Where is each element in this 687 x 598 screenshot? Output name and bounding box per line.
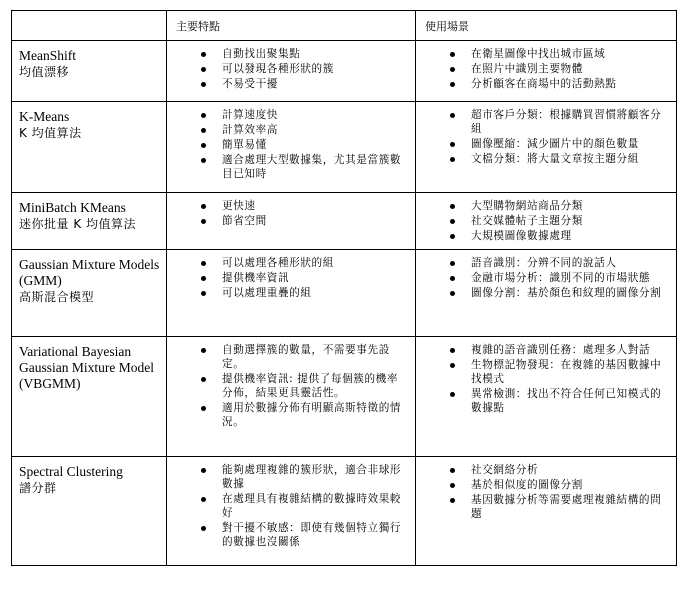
scenario-item: 分析顧客在商場中的活動熱點	[416, 77, 668, 91]
table-row	[12, 193, 677, 250]
scenario-item: 圖像壓縮：減少圖片中的顏色數量	[416, 137, 668, 151]
table-row	[12, 337, 677, 457]
feature-item: 可以處理重疊的組	[167, 286, 407, 300]
table-row	[12, 250, 677, 337]
feature-item: 可以處理各種形狀的組	[167, 256, 407, 270]
algorithm-name-en: Gaussian Mixture Models (GMM)	[19, 257, 160, 288]
scenario-item: 語音識別：分辨不同的說話人	[416, 256, 668, 270]
algorithm-name-cn: 均值漂移	[19, 65, 70, 79]
table-row	[12, 102, 677, 193]
header-features-label: 主要特點	[176, 20, 220, 33]
scenarios-cell	[416, 457, 677, 566]
features-cell	[167, 457, 416, 566]
algorithm-name-cn: K 均值算法	[19, 126, 82, 140]
features-cell	[167, 337, 416, 457]
comparison-table	[11, 10, 677, 566]
algorithm-name-cn: 譜分群	[19, 481, 57, 495]
algorithm-name-en: MiniBatch KMeans	[19, 200, 126, 215]
scenario-item: 大型購物網站商品分類	[416, 199, 668, 213]
scenario-item: 基於相似度的圖像分割	[416, 478, 668, 492]
feature-item: 提供機率資訊	[167, 271, 407, 285]
table-row	[12, 457, 677, 566]
scenarios-cell	[416, 193, 677, 250]
scenarios-cell	[416, 337, 677, 457]
algorithm-name-cn: 迷你批量 K 均值算法	[19, 217, 136, 231]
algorithm-name-en: MeanShift	[19, 48, 76, 63]
scenario-item: 金融市場分析：識別不同的市場狀態	[416, 271, 668, 285]
algorithm-cell	[12, 337, 167, 457]
feature-item: 在處理具有複雜結構的數據時效果較好	[167, 492, 407, 520]
feature-item: 自動選擇簇的數量，不需要事先設定。	[167, 343, 407, 371]
feature-item: 更快速	[167, 199, 407, 213]
scenario-item: 在照片中識別主要物體	[416, 62, 668, 76]
algorithm-name-en: K-Means	[19, 109, 70, 124]
scenarios-cell	[416, 102, 677, 193]
header-cell-features	[167, 11, 416, 41]
scenarios-cell	[416, 41, 677, 102]
header-scenarios-label: 使用場景	[425, 20, 469, 33]
algorithm-cell	[12, 102, 167, 193]
scenario-item: 大規模圖像數據處理	[416, 229, 668, 243]
feature-item: 可以發現各種形狀的簇	[167, 62, 407, 76]
feature-item: 計算速度快	[167, 108, 407, 122]
features-cell	[167, 193, 416, 250]
features-cell	[167, 250, 416, 337]
header-row	[12, 11, 677, 41]
header-cell-empty	[12, 11, 167, 41]
feature-item: 自動找出聚集點	[167, 47, 407, 61]
scenario-item: 複雜的語音識別任務：處理多人對話	[416, 343, 668, 357]
scenario-item: 在衛星圖像中找出城市區域	[416, 47, 668, 61]
scenarios-cell	[416, 250, 677, 337]
algorithm-cell	[12, 41, 167, 102]
header-cell-scenarios	[416, 11, 677, 41]
scenario-item: 超市客戶分類：根據購買習慣將顧客分組	[416, 108, 668, 136]
feature-item: 提供機率資訊: 提供了每個簇的機率分佈，結果更具靈活性。	[167, 372, 407, 400]
features-cell	[167, 41, 416, 102]
scenario-item: 社交媒體帖子主題分類	[416, 214, 668, 228]
scenario-item: 異常檢測：找出不符合任何已知模式的數據點	[416, 387, 668, 415]
feature-item: 計算效率高	[167, 123, 407, 137]
algorithm-cell	[12, 193, 167, 250]
scenario-item: 生物標記物發現：在複雜的基因數據中找模式	[416, 358, 668, 386]
features-cell	[167, 102, 416, 193]
feature-item: 對干擾不敏感：即使有幾個特立獨行的數據也沒關係	[167, 521, 407, 549]
scenario-item: 文檔分類：將大量文章按主題分組	[416, 152, 668, 166]
feature-item: 適用於數據分佈有明顯高斯特徵的情況。	[167, 401, 407, 429]
feature-item: 簡單易懂	[167, 138, 407, 152]
algorithm-name-en: Spectral Clustering	[19, 464, 123, 479]
scenario-item: 社交網絡分析	[416, 463, 668, 477]
algorithm-cell	[12, 250, 167, 337]
scenario-item: 基因數據分析等需要處理複雜結構的問題	[416, 493, 668, 521]
feature-item: 不易受干擾	[167, 77, 407, 91]
table-row	[12, 41, 677, 102]
algorithm-name-cn: 高斯混合模型	[19, 290, 95, 304]
algorithm-name-en: Variational Bayesian Gaussian Mixture Model (VBGMM)	[19, 344, 154, 391]
scenario-item: 圖像分割：基於顏色和紋理的圖像分割	[416, 286, 668, 300]
algorithm-cell	[12, 457, 167, 566]
feature-item: 節省空間	[167, 214, 407, 228]
feature-item: 能夠處理複雜的簇形狀，適合非球形數據	[167, 463, 407, 491]
feature-item: 適合處理大型數據集，尤其是當簇數目已知時	[167, 153, 407, 181]
